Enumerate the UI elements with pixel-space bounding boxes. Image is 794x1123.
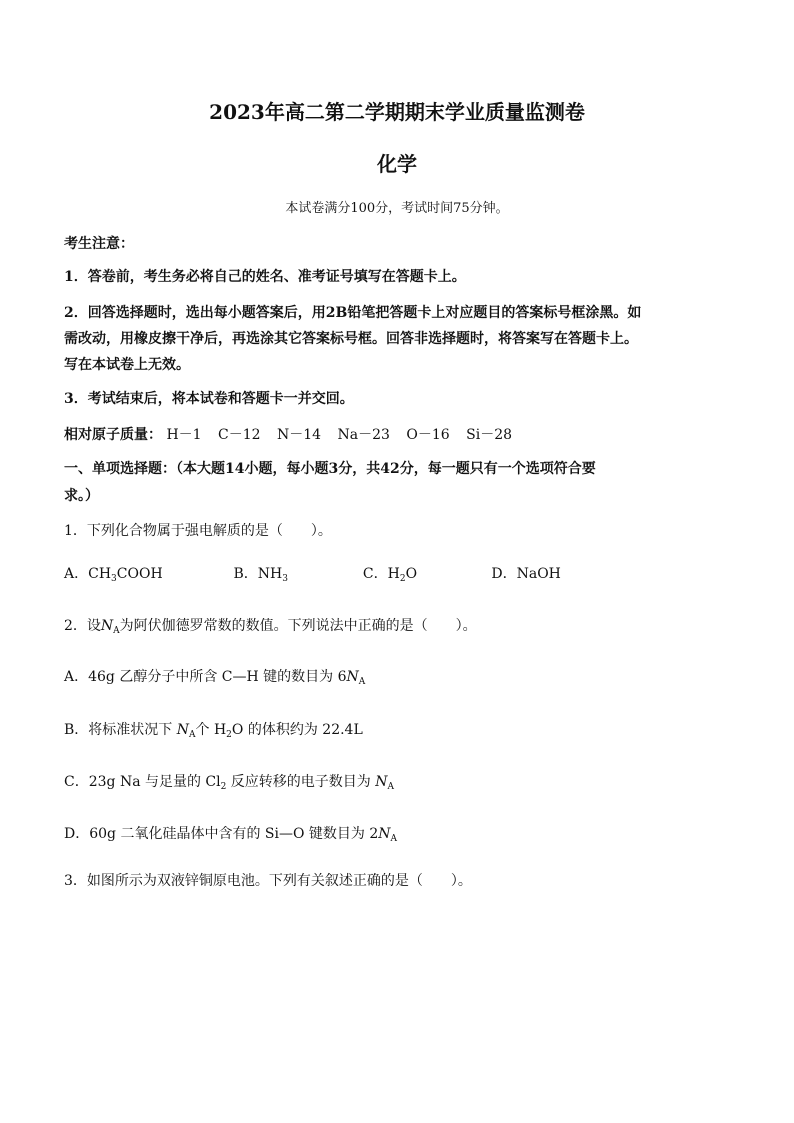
q1-option-b: B．$NH_3$ xyxy=(233,566,288,584)
section-1-heading-line-1: 一、单项选择题：（本大题14小题，每小题3分，共42分，每一题只有一个选项符合要 xyxy=(64,461,596,477)
atomic-mass-h: H－1 xyxy=(166,427,202,443)
q1-option-c: C．$H_2O$ xyxy=(362,566,418,584)
atomic-mass-label: 相对原子质量： xyxy=(64,427,162,443)
atomic-mass-si: Si－28 xyxy=(466,427,513,443)
atomic-mass-na: Na－23 xyxy=(337,427,390,443)
exam-title: 2023年高二第二学期期末学业质量监测卷 xyxy=(209,100,585,124)
notes-item-2-line-2: 需改动，用橡皮擦干净后，再选涂其它答案标号框。回答非选择题时，将答案写在答题卡上。 xyxy=(64,331,638,347)
notes-item-1: 1．答卷前，考生务必将自己的姓名、准考证号填写在答题卡上。 xyxy=(64,269,466,285)
notes-item-2-line-3: 写在本试卷上无效。 xyxy=(64,357,190,373)
q2-option-c: C．23g Na 与足量的 $Cl_2$ 反应转移的电子数目为 $N_A$ xyxy=(64,774,395,792)
q1-option-a: A．$CH_3COOH$ xyxy=(64,566,163,584)
notes-item-2-line-1: 2．回答选择题时，选出每小题答案后，用2B铅笔把答题卡上对应题目的答案标号框涂黑。如 xyxy=(64,305,642,321)
question-2-stem: 2．设$N_A$为阿伏伽德罗常数的数值。下列说法中正确的是（ ）。 xyxy=(64,618,477,636)
exam-info: 本试卷满分100分，考试时间75分钟。 xyxy=(285,201,509,216)
q1-option-d: D．NaOH xyxy=(491,566,561,582)
notes-heading: 考生注意： xyxy=(64,236,134,252)
subject-title: 化学 xyxy=(377,152,417,176)
q2-option-a: A．46g 乙醇分子中所含 C—H 键的数目为 $6N_A$ xyxy=(64,669,366,687)
atomic-mass-c: C－12 xyxy=(218,427,261,443)
q2-option-d: D．60g 二氧化硅晶体中含有的 Si—O 键数目为 $2N_A$ xyxy=(64,826,398,844)
section-1-heading-line-2: 求。） xyxy=(64,488,99,504)
question-3-stem: 3．如图所示为双液锌铜原电池。下列有关叙述正确的是（ ）。 xyxy=(64,873,472,889)
question-1-stem: 1．下列化合物属于强电解质的是（ ）。 xyxy=(64,523,332,539)
notes-item-3: 3．考试结束后，将本试卷和答题卡一并交回。 xyxy=(64,391,354,407)
question-1-options xyxy=(64,563,561,583)
q2-option-b: B．将标准状况下 $N_A$个 $H_2O$ 的体积约为 22.4L xyxy=(64,722,363,740)
atomic-mass-n: N－14 xyxy=(277,427,322,443)
atomic-mass-o: O－16 xyxy=(406,427,450,443)
atomic-mass-line xyxy=(64,424,512,444)
